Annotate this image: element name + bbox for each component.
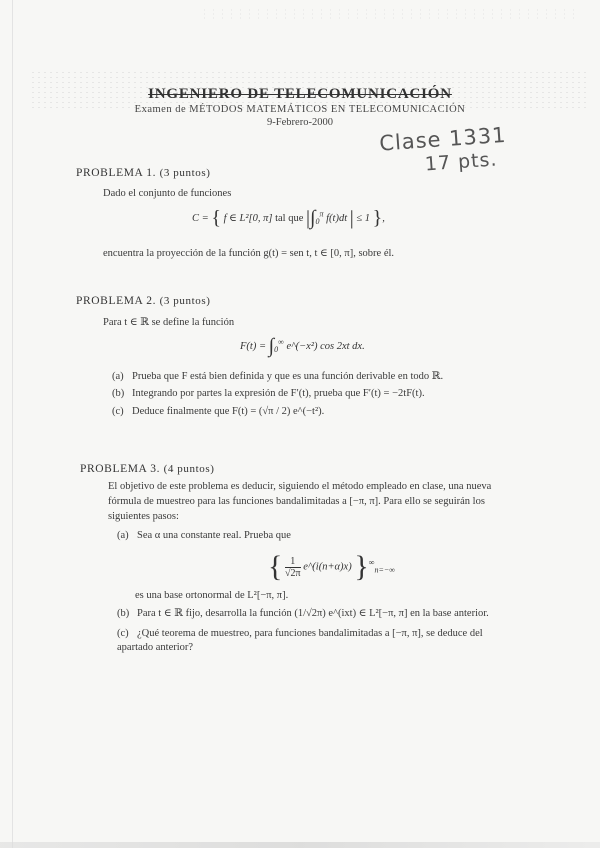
problem-1-title: PROBLEMA 1. <box>76 167 157 179</box>
set-bound: ≤ 1 <box>356 212 371 224</box>
fraction-denominator: √2π <box>285 567 301 579</box>
handwritten-line-1: Clase 1331 <box>378 122 508 156</box>
item-text: Para t ∈ ℝ fijo, desarrolla la función (1/√2π) e^(ixt) ∈ L²[−π, π] en la base anterior. <box>137 608 489 619</box>
int-upper: ∞ <box>278 337 284 347</box>
problem-1-points: (3 puntos) <box>159 167 211 179</box>
problem-3-basis-formula <box>268 550 395 584</box>
item-text: Sea α una constante real. Prueba que <box>137 530 291 541</box>
item-label: (a) <box>112 371 124 382</box>
problem-2-title: PROBLEMA 2. <box>76 295 157 307</box>
item-label: (c) <box>112 406 124 417</box>
int-lower: 0 <box>274 345 279 354</box>
basis-sup: ∞ <box>368 557 375 567</box>
abs-bar-right: | <box>349 207 354 229</box>
problem-1-set-formula: C = { f ∈ L²[0, π] tal que $|\int_0^\pi$ f(t)dt | ≤ 1 }, <box>192 207 385 229</box>
basis-fraction <box>285 556 301 579</box>
item-text: Deduce finalmente que F(t) = (√π / 2) e^(−t²). <box>132 406 325 417</box>
problem-3-item-a-tail: es una base ortonormal de L²[−π, π]. <box>135 590 289 601</box>
problem-2-item-c <box>112 406 324 417</box>
problem-3-points: (4 puntos) <box>163 463 215 475</box>
problem-3-title: PROBLEMA 3. <box>80 463 161 475</box>
exam-title: INGENIERO DE TELECOMUNICACIÓN <box>148 86 452 102</box>
problem-3-item-b <box>117 607 517 619</box>
problem-2-points: (3 puntos) <box>159 295 211 307</box>
left-brace: { <box>268 550 283 583</box>
integral-sign: ∫ <box>310 207 316 229</box>
left-brace: { <box>211 207 221 229</box>
problem-2-item-b <box>112 388 425 399</box>
exam-subtitle: Examen de MÉTODOS MATEMÁTICOS EN TELECOMUNICACIÓN <box>134 104 466 115</box>
scan-bottom-edge <box>0 842 600 848</box>
set-lhs: C = <box>192 212 209 224</box>
exam-date: 9-Febrero-2000 <box>267 117 333 128</box>
problem-1-intro: Dado el conjunto de funciones <box>103 188 232 199</box>
basis-exponential: e^(i(n+α)x) <box>303 561 352 573</box>
fraction-numerator: 1 <box>285 556 301 568</box>
item-label: (a) <box>117 530 129 541</box>
set-condition: tal que <box>275 212 304 224</box>
problem-1-tail: encuentra la proyección de la función g(t) = sen t, t ∈ [0, π], sobre él. <box>103 248 395 259</box>
problem-3-item-a <box>117 530 291 541</box>
handwritten-line-2: 17 pts. <box>424 148 499 176</box>
item-label: (c) <box>117 628 129 639</box>
item-text: Prueba que F está bien definida y que es una función derivable en todo ℝ. <box>132 371 444 382</box>
problem-2-item-a <box>112 370 443 382</box>
int-lower: 0 <box>315 217 320 226</box>
int-upper: π <box>319 209 324 219</box>
item-text: ¿Qué teorema de muestreo, para funciones bandalimitadas a [−π, π], se deduce del apartado anterior? <box>117 628 483 653</box>
set-membership: f ∈ L²[0, π] <box>223 212 273 224</box>
problem-3-intro: El objetivo de este problema es deducir, siguiendo el método empleado en clase, una nueva fórmula de muestreo para las funciones bandalimitadas a [−π, π]. Para ello se seguirán los siguientes pasos: <box>108 481 492 522</box>
scan-noise <box>200 8 580 20</box>
basis-sub: n=−∞ <box>374 565 395 575</box>
set-integrand: f(t)dt <box>326 212 348 224</box>
abs-bar-left: | <box>305 207 310 229</box>
right-brace: } <box>372 207 383 229</box>
item-text: Integrando por partes la expresión de F′(t), prueba que F′(t) = −2tF(t). <box>132 388 425 399</box>
right-brace: } <box>354 550 369 583</box>
formula-lhs: F(t) = <box>240 340 267 352</box>
problem-3-item-c <box>117 627 517 655</box>
item-label: (b) <box>117 608 130 619</box>
problem-2-formula <box>240 335 365 358</box>
problem-1-heading <box>76 167 211 179</box>
handwritten-note <box>379 120 542 179</box>
formula-rhs: e^(−x²) cos 2xt dx. <box>286 340 365 352</box>
item-label: (b) <box>112 388 125 399</box>
problem-2-heading <box>76 295 211 307</box>
problem-3-heading <box>80 463 215 475</box>
integral-sign: ∫ <box>268 335 275 357</box>
problem-2-intro: Para t ∈ ℝ se define la función <box>103 317 235 328</box>
